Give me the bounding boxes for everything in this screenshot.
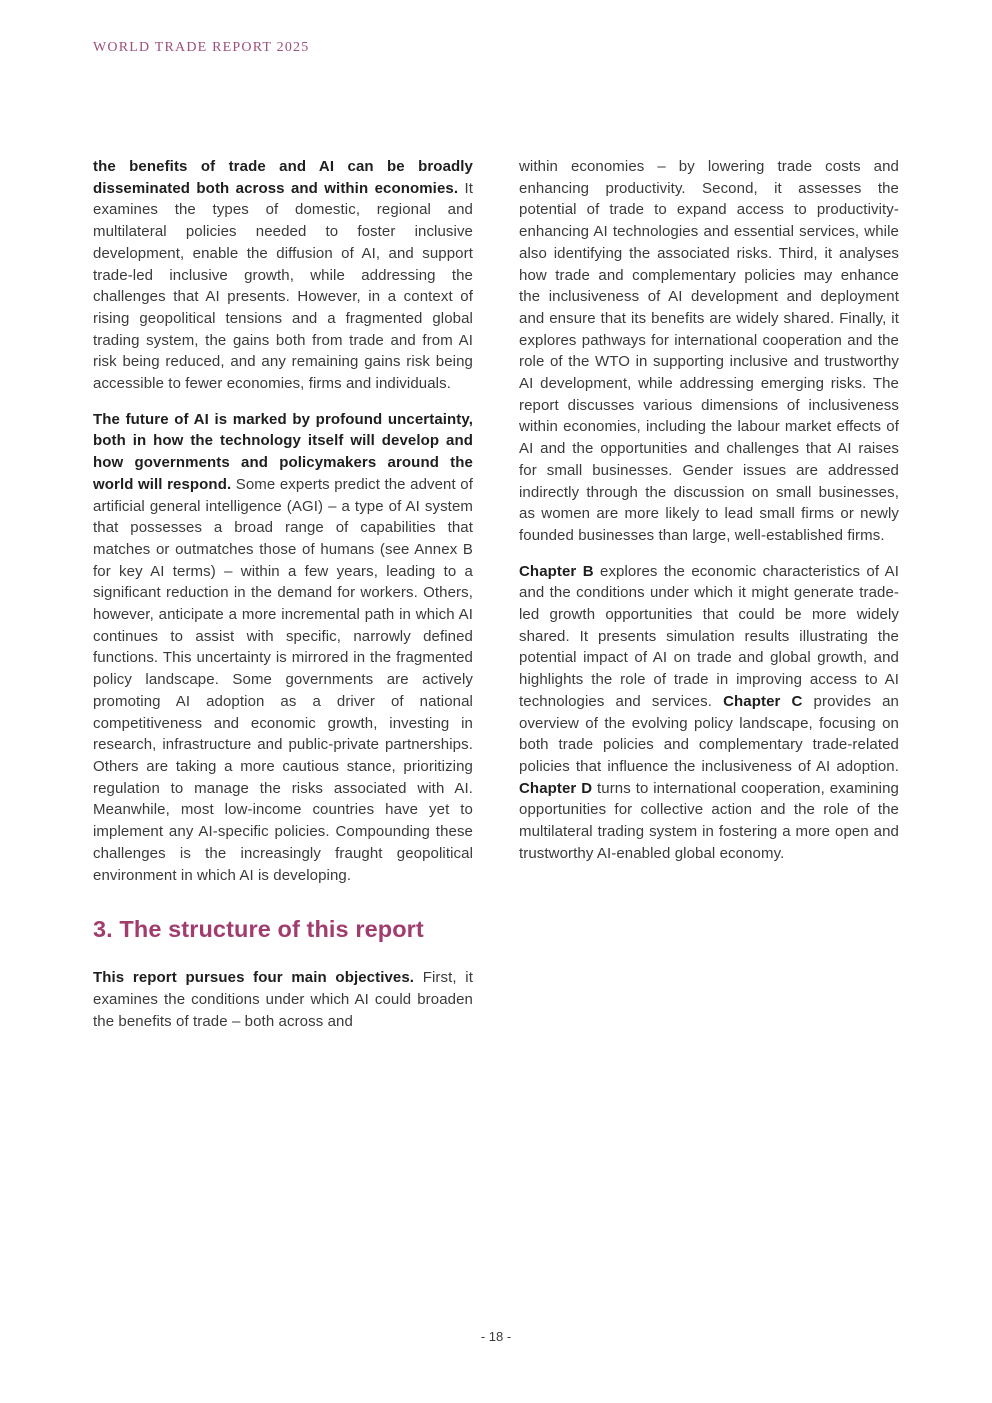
paragraph-chapters-overview: Chapter B explores the economic characteristics of AI and the conditions under which it might generate trade-led growth opportunities that could be more widely shared. It presents simulation results illustrating the potential impact of AI on trade and global growth, and highlights the role of trade in improving access to AI technologies and services. Chapter C provides an overview of the evolving policy landscape, focusing on both trade policies and complementary trade-related policies that influence the inclusiveness of AI adoption. Chapter D turns to international cooperation, examining opportunities for collective action and the role of the multilateral trading system in fostering a more open and trustworthy AI-enabled global economy. [519, 562, 900, 862]
right-column [519, 156, 899, 1046]
section-heading: 3. The structure of this report [93, 916, 424, 943]
paragraph-objectives-continued: within economies – by lowering trade costs and enhancing productivity. Second, it assesses the potential of trade to expand access to productivity-enhancing AI technologies and essential services, while also identifying the associated risks. Third, it analyses how trade and complementary policies may enhance the inclusiveness of AI development and deployment and ensure that its benefits are widely shared. Finally, it explores pathways for international cooperation and the role of the WTO in supporting inclusive and trustworthy AI development, while addressing emerging risks. The report discusses various dimensions of inclusiveness within economies, including the labour market effects of AI and the opportunities and challenges that AI raises for small businesses. Gender issues are addressed indirectly through the discussion on small businesses, as women are more likely to lead small firms or newly founded businesses than large, well-established firms. [519, 158, 899, 544]
paragraph-benefits-of-trade: the benefits of trade and AI can be broadly disseminated both across and within economies. It examines the types of domestic, regional and multilateral policies needed to foster inclusive development, enable the diffusion of AI, and support trade-led inclusive growth, while addressing the challenges that AI presents. However, in a context of rising geopolitical tensions and a fragmented global trading system, the gains both from trade and from AI risk being reduced, and any remaining gains risk being accessible to fewer economies, firms and individuals. [93, 158, 473, 393]
page-number: - 18 - [480, 1329, 512, 1344]
left-column [93, 156, 473, 1046]
running-header: WORLD TRADE REPORT 2025 [93, 40, 310, 55]
two-column-layout [93, 156, 899, 1046]
paragraph-future-of-ai: The future of AI is marked by profound uncertainty, both in how the technology itself will develop and how governments and policymakers around the world will respond. Some experts predict the advent of artificial general intelligence (AGI) – a type of AI system that possesses a broad range of capabilities that matches or outmatches those of humans (see Annex B for key AI terms) – within a few years, leading to a significant reduction in the demand for workers. Others, however, anticipate a more incremental path in which AI continues to assist with specific, narrowly defined functions. This uncertainty is mirrored in the fragmented policy landscape. Some governments are actively promoting AI adoption as a driver of national competitiveness and economic growth, investing in research, infrastructure and public-private partnerships. Others are taking a more cautious stance, prioritizing regulation to manage the risks associated with AI. Meanwhile, most low-income countries have yet to implement any AI-specific policies. Compounding these challenges is the increasingly fraught geopolitical environment in which AI is developing. [93, 410, 473, 884]
paragraph-report-objectives: This report pursues four main objectives. First, it examines the conditions under which AI could broaden the benefits of trade – both across and [93, 969, 473, 1030]
